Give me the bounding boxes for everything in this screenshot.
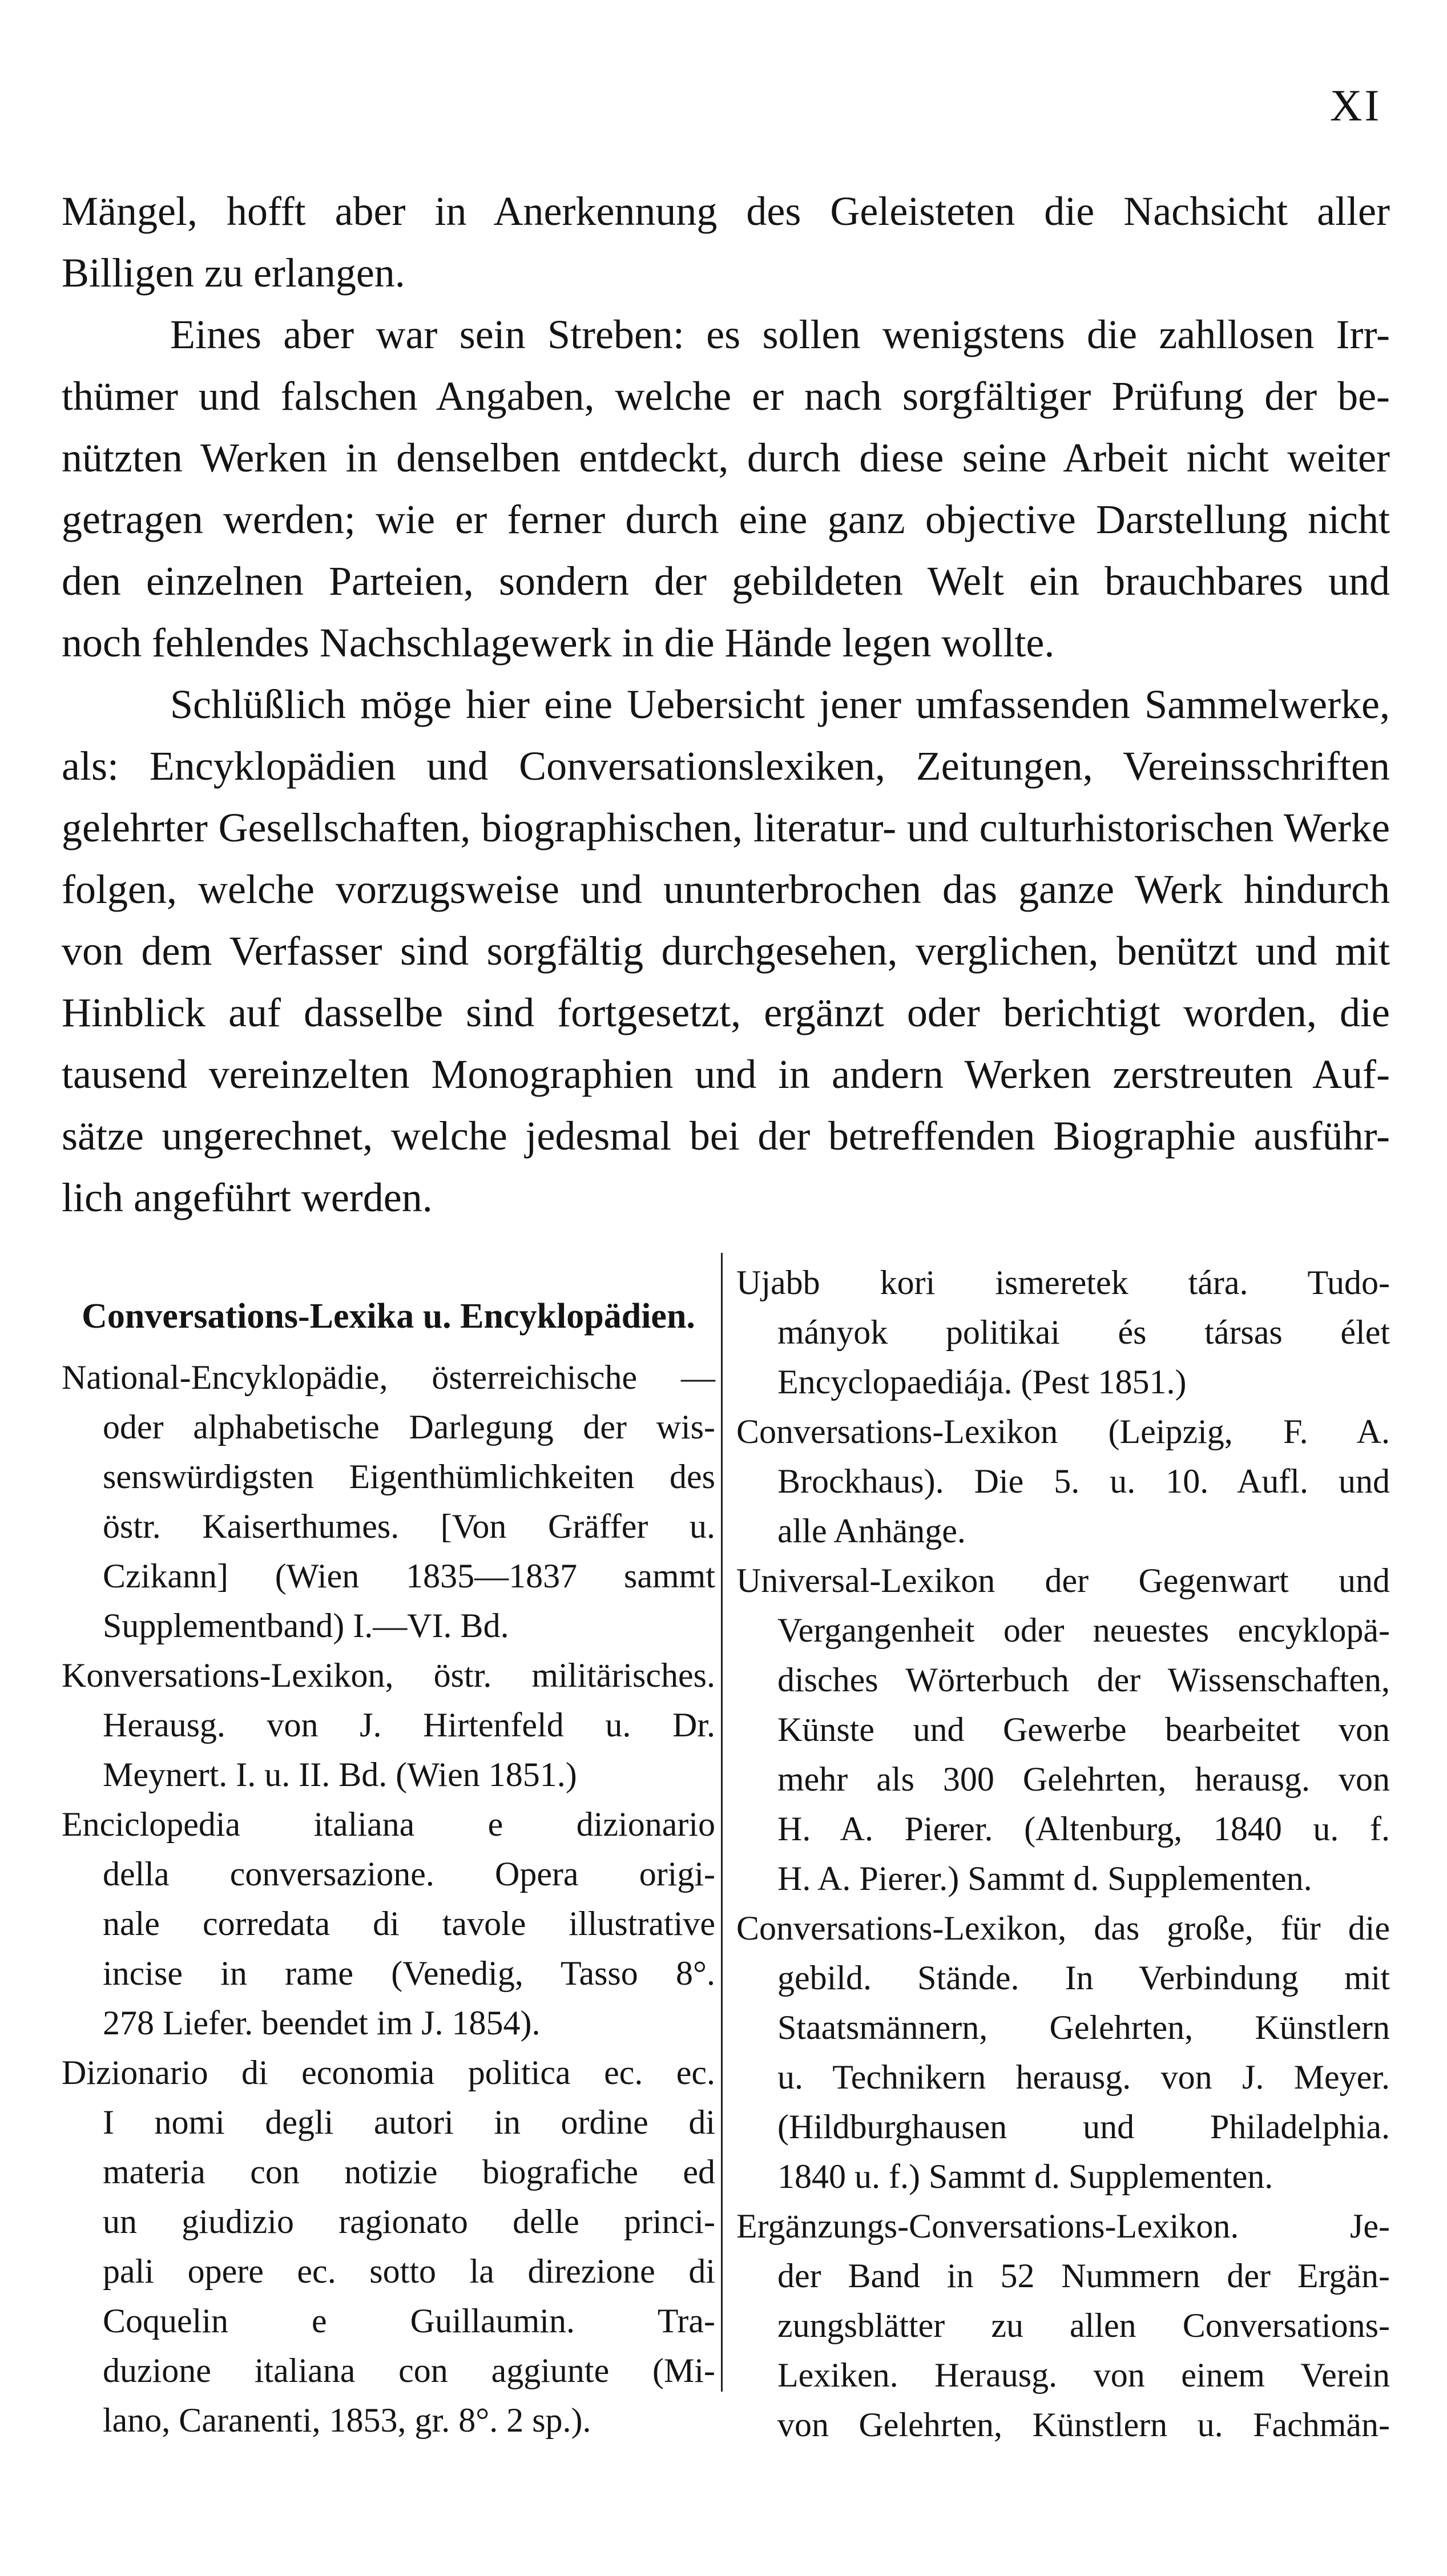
line-text: als: Encyklopädien und Conversationslexiken, Zeitungen, Vereinsschriften [62,743,1390,789]
line-text: Conversations-Lexikon (Leipzig, F. A. [736,1413,1390,1450]
text-line [736,1506,1390,1556]
line-text: Mängel, hofft aber in Anerkennung des Geleisteten die Nachsicht aller [62,188,1390,234]
text-line [62,612,1390,674]
line-text: H. A. Pierer. (Altenburg, 1840 u. f. [777,1810,1390,1848]
line-text: Meynert. I. u. II. Bd. (Wien 1851.) [103,1756,577,1793]
line-text: mehr als 300 Gelehrten, herausg. von [777,1760,1390,1798]
line-text: Coquelin e Guillaumin. Tra- [103,2302,715,2340]
line-text: Encyclopaediája. (Pest 1851.) [777,1363,1187,1401]
text-line [62,489,1390,550]
line-text: gelehrter Gesellschaften, biographischen, literatur- und culturhistorischen Werke [62,805,1390,850]
text-line [62,858,1390,920]
text-line [62,180,1390,242]
line-text: un giudizio ragionato delle princi- [103,2203,715,2240]
line-text: lich angeführt werden. [62,1175,433,1220]
page-number: XI [1330,80,1382,130]
text-line [736,1606,1390,1655]
line-text: H. A. Pierer.) Sammt d. Supplementen. [777,1860,1312,1897]
line-text: 278 Liefer. beendet im J. 1854). [103,2004,541,2042]
bibliography-right-column [736,1258,1390,2450]
text-line [62,2396,715,2445]
text-line [62,242,1390,304]
text-line [62,674,1390,735]
line-text: Künste und Gewerbe bearbeitet von [777,1711,1390,1748]
text-line [62,920,1390,982]
text-line [736,1755,1390,1804]
line-text: Dizionario di economia politica ec. ec. [62,2054,715,2091]
line-text: thümer und falschen Angaben, welche er nach sorgfältiger Prüfung der be- [62,373,1390,419]
line-text: Schlüßlich möge hier eine Uebersicht jener umfassenden Sammelwerke, [170,682,1390,727]
text-line [736,2251,1390,2301]
text-line [736,2102,1390,2152]
text-line [62,982,1390,1043]
line-text: getragen werden; wie er ferner durch eine ganz objective Darstellung nicht [62,497,1390,542]
text-line [62,427,1390,489]
text-line [62,304,1390,365]
line-text: nützten Werken in denselben entdeckt, durch diese seine Arbeit nicht weiter [62,435,1390,481]
text-line [736,2202,1390,2251]
line-text: Universal-Lexikon der Gegenwart und [736,1562,1390,1599]
text-line [62,1353,715,1402]
line-text: (Hildburghausen und Philadelphia. [777,2108,1390,2146]
text-line [62,1899,715,1949]
line-text: Billigen zu erlangen. [62,250,405,296]
line-text: duzione italiana con aggiunte (Mi- [103,2352,715,2389]
text-line [736,1457,1390,1506]
text-line [62,797,1390,858]
line-text: Ujabb kori ismeretek tára. Tudo- [736,1264,1390,1301]
line-text: materia con notizie biografiche ed [103,2153,715,2191]
line-text: von dem Verfasser sind sorgfältig durchgesehen, verglichen, benützt und mit [62,928,1390,974]
text-line [62,2098,715,2147]
line-text: Lexiken. Herausg. von einem Verein [777,2356,1390,2394]
text-line [736,1904,1390,1953]
text-line [62,1998,715,2048]
text-line [62,735,1390,797]
line-text: Konversations-Lexikon, östr. militärisches. [62,1656,715,1694]
column-divider [721,1253,723,2392]
text-line [62,1551,715,1601]
line-text: zungsblätter zu allen Conversations- [777,2307,1390,2344]
line-text: Vergangenheit oder neuestes encyklopä- [777,1611,1390,1649]
line-text: lano, Caranenti, 1853, gr. 8°. 2 sp.). [103,2401,591,2439]
line-text: Staatsmännern, Gelehrten, Künstlern [777,2009,1390,2046]
text-line [62,2147,715,2197]
line-text: della conversazione. Opera origi- [103,1855,715,1893]
line-text: u. Technikern herausg. von J. Meyer. [777,2058,1390,2096]
text-line [736,2053,1390,2102]
line-text: pali opere ec. sotto la direzione di [103,2252,715,2290]
text-line [736,1407,1390,1457]
text-line [62,2247,715,2296]
text-line [736,2400,1390,2450]
line-text: östr. Kaiserthumes. [Von Gräffer u. [103,1507,715,1545]
line-text: Enciclopedia italiana e dizionario [62,1805,715,1843]
line-text: oder alphabetische Darlegung der wis- [103,1408,715,1446]
line-text: Conversations-Lexikon, das große, für die [736,1909,1390,1947]
text-line [736,1258,1390,1308]
line-text: disches Wörterbuch der Wissenschaften, [777,1661,1390,1699]
text-line [736,2003,1390,2053]
text-line [62,1651,715,1700]
line-text: mányok politikai és társas élet [777,1313,1390,1351]
line-text: nale corredata di tavole illustrative [103,1905,715,1942]
text-line [62,1452,715,1502]
line-text: Czikann] (Wien 1835—1837 sammt [103,1557,715,1595]
text-line [62,1949,715,1998]
text-line [736,2152,1390,2202]
text-line [736,1953,1390,2003]
text-line [62,2048,715,2098]
line-text: den einzelnen Parteien, sondern der gebildeten Welt ein brauchbares und [62,558,1390,604]
line-text: 1840 u. f.) Sammt d. Supplementen. [777,2158,1273,2195]
line-text: National-Encyklopädie, österreichische — [62,1358,715,1396]
line-text: gebild. Stände. In Verbindung mit [777,1959,1390,1997]
text-line [62,1800,715,1849]
line-text: Supplementband) I.—VI. Bd. [103,1607,509,1644]
text-line [62,2296,715,2346]
text-line [62,1167,1390,1228]
line-text: senswürdigsten Eigenthümlichkeiten des [103,1458,715,1495]
line-text: folgen, welche vorzugsweise und ununterbrochen das ganze Werk hindurch [62,866,1390,912]
text-line [736,1357,1390,1407]
text-line [736,1556,1390,1606]
text-line [736,1804,1390,1854]
text-line [62,1700,715,1750]
text-line [736,1854,1390,1904]
line-text: Brockhaus). Die 5. u. 10. Aufl. und [777,1462,1390,1500]
text-line [62,1502,715,1551]
text-line [62,1043,1390,1105]
text-line [62,1402,715,1452]
line-text: Hinblick auf dasselbe sind fortgesetzt, ergänzt oder berichtigt worden, die [62,990,1390,1035]
line-text: Ergänzungs-Conversations-Lexikon. Je- [736,2207,1390,2245]
line-text: I nomi degli autori in ordine di [103,2103,715,2141]
line-text: sätze ungerechnet, welche jedesmal bei der betreffenden Biographie ausführ- [62,1113,1390,1159]
line-text: alle Anhänge. [777,1512,966,1550]
text-line [62,550,1390,612]
section-heading: Conversations-Lexika u. Encyklopädien. [82,1297,695,1336]
text-line [62,365,1390,427]
line-text: incise in rame (Venedig, Tasso 8°. [103,1954,715,1992]
text-line [736,1705,1390,1755]
text-line [62,1849,715,1899]
line-text: Eines aber war sein Streben: es sollen wenigstens die zahllosen Irr- [170,312,1390,357]
text-line [62,1750,715,1800]
line-text: tausend vereinzelten Monographien und in andern Werken zerstreuten Auf- [62,1051,1390,1097]
text-line [62,2346,715,2396]
text-line [62,1105,1390,1167]
text-line [736,2301,1390,2351]
line-text: Herausg. von J. Hirtenfeld u. Dr. [103,1706,715,1744]
text-line [736,1655,1390,1705]
text-line [736,2351,1390,2400]
text-line [62,1601,715,1651]
text-line [62,2197,715,2247]
text-line [736,1308,1390,1357]
bibliography-left-column [62,1353,715,2445]
preface-text [62,180,1390,1228]
line-text: der Band in 52 Nummern der Ergän- [777,2257,1390,2295]
line-text: noch fehlendes Nachschlagewerk in die Hände legen wollte. [62,620,1055,666]
line-text: von Gelehrten, Künstlern u. Fachmän- [777,2406,1390,2444]
